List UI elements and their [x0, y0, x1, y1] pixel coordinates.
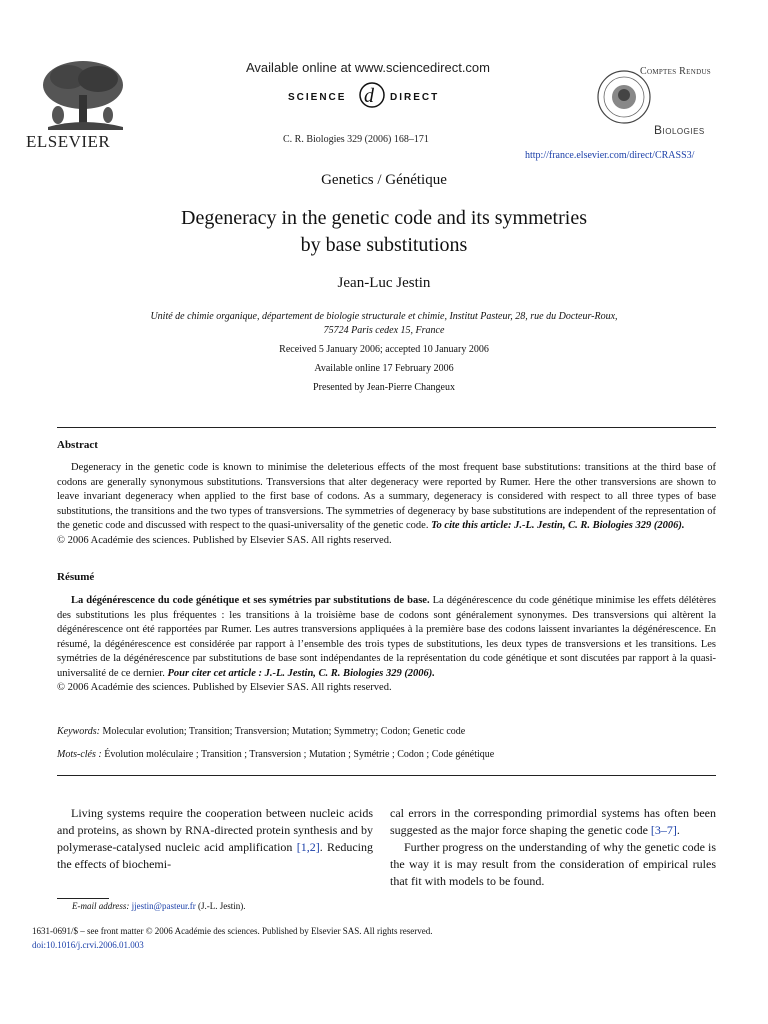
body-right-text-a: cal errors in the corresponding primordial systems has often been suggested as the major force shaping the genetic code — [390, 806, 716, 837]
article-title — [0, 205, 768, 259]
sciencedirect-right-text: DIRECT — [390, 92, 440, 103]
footnote-divider — [57, 898, 109, 899]
divider — [57, 775, 716, 776]
keywords-fr-text: Évolution moléculaire ; Transition ; Transversion ; Mutation ; Symétrie ; Codon ; Code génétique — [104, 749, 495, 760]
abstract-copyright: © 2006 Académie des sciences. Published by Elsevier SAS. All rights reserved. — [57, 534, 392, 546]
body-left-text-b: . Reducing the effects of biochemi- — [57, 840, 373, 871]
available-date: Available online 17 February 2006 — [314, 363, 454, 374]
sciencedirect-logo — [286, 80, 466, 112]
body-column-left — [57, 805, 373, 873]
presented-by: Presented by Jean-Pierre Changeux — [313, 382, 455, 393]
footnote-email — [72, 901, 245, 911]
reference-link-3-7[interactable]: [3–7] — [650, 823, 677, 837]
abstract-body — [57, 461, 716, 548]
resume-copyright: © 2006 Académie des sciences. Published by Elsevier SAS. All rights reserved. — [57, 682, 392, 693]
email-label: E-mail address: — [72, 901, 130, 911]
received-date: Received 5 January 2006; accepted 10 January 2006 — [279, 344, 489, 355]
doi-link[interactable]: doi:10.1016/j.crvi.2006.01.003 — [32, 940, 144, 950]
author-name: Jean-Luc Jestin — [337, 275, 431, 291]
available-online-text[interactable]: Available online at www.sciencedirect.com — [246, 60, 490, 75]
reference-link-1-2[interactable]: [1,2] — [296, 840, 320, 854]
keywords-text: Molecular evolution; Transition; Transversion; Mutation; Symmetry; Codon; Genetic code — [102, 726, 466, 737]
abstract-heading: Abstract — [57, 439, 98, 451]
affiliation — [90, 310, 678, 338]
body-right-paragraph-2: Further progress on the understanding of why the genetic code is the way it is may result from the consideration of empirical rules that fit with models to be found. — [390, 840, 716, 888]
front-matter-line: 1631-0691/$ – see front matter © 2006 Académie des sciences. Published by Elsevier SAS. All rights reserved. — [32, 926, 433, 936]
resume-body — [57, 594, 716, 696]
title-line-1: Degeneracy in the genetic code and its symmetries — [181, 207, 587, 229]
journal-reference: C. R. Biologies 329 (2006) 168–171 — [283, 134, 429, 145]
keywords-label: Keywords: — [57, 726, 100, 737]
resume-cite: Pour citer cet article : J.-L. Jestin, C. R. Biologies 329 (2006). — [167, 667, 435, 679]
body-left-text-a: Living systems require the cooperation between nucleic acids and proteins, as shown by RNA-directed protein synthesis and by polymerase-catalysed nucleic acid amplification — [57, 806, 373, 854]
publisher-name: ELSEVIER — [26, 132, 111, 151]
divider — [57, 427, 716, 428]
svg-text:d: d — [364, 85, 374, 107]
affiliation-line-2: 75724 Paris cedex 15, France — [323, 325, 445, 336]
comptes-rendus-title: Comptes Rendus — [640, 66, 711, 77]
section-heading: Genetics / Génétique — [321, 172, 447, 188]
title-line-2: by base substitutions — [300, 234, 468, 256]
resume-bold-title: La dégénérescence du code génétique et ses symétries par substitutions de base. — [71, 595, 430, 606]
email-owner: (J.-L. Jestin). — [197, 901, 246, 911]
resume-heading: Résumé — [57, 571, 95, 583]
body-column-right — [390, 805, 716, 890]
journal-url-link[interactable]: http://france.elsevier.com/direct/CRASS3/ — [525, 150, 695, 161]
sciencedirect-left-text: SCIENCE — [288, 92, 347, 103]
resume-text: La dégénérescence du code génétique minimise les effets délétères des substitutions les plus fréquentes : les transitions à la troisième base de codons sont généralement synonymes. Des transversions qui altèrent la dégénérescence ont été rapportées par Rumer. Les autres transversions appliquées à la première base des codons laissent invariantes la dégénérescence. En résumé, la dégénérescence est considérée par rapport à l’ensemble des trois types de substitutions, les deux types de transversions et les transitions. Les symétries de la dégénérescence par substitutions de base sont indépendantes de la représentation du code génétique et sont discutées par rapport à la quasi-universalité de ce dernier. — [57, 595, 717, 679]
abstract-text: Degeneracy in the genetic code is known to minimise the deleterious effects of the most frequent base substitutions: transitions at the third base of codons are generally synonymous substitutions. Transversions that alter degeneracy were reported by Rumer. Here the other transversions are shown to leave invariant degeneracy when applied to the first base of codons. As a summary, degeneracy is considered with respect to all three types of base substitutions, the transitions and the two types of transversions. The symmetries of degeneracy by base substitutions are independent of the representation of the genetic code and discussed with respect to the quasi-universality of the genetic code. — [57, 462, 716, 531]
affiliation-line-1: Unité de chimie organique, département de biologie structurale et chimie, Institut Pasteur, 28, rue du Docteur-Roux, — [150, 311, 618, 322]
abstract-cite: To cite this article: J.-L. Jestin, C. R. Biologies 329 (2006). — [431, 520, 685, 531]
email-link[interactable]: jjestin@pasteur.fr — [131, 901, 196, 911]
keywords-fr — [57, 749, 716, 760]
body-right-text-b: . — [676, 823, 680, 837]
biologies-title: Biologies — [654, 123, 705, 137]
keywords-fr-label: Mots-clés : — [57, 749, 102, 760]
keywords — [57, 726, 716, 737]
